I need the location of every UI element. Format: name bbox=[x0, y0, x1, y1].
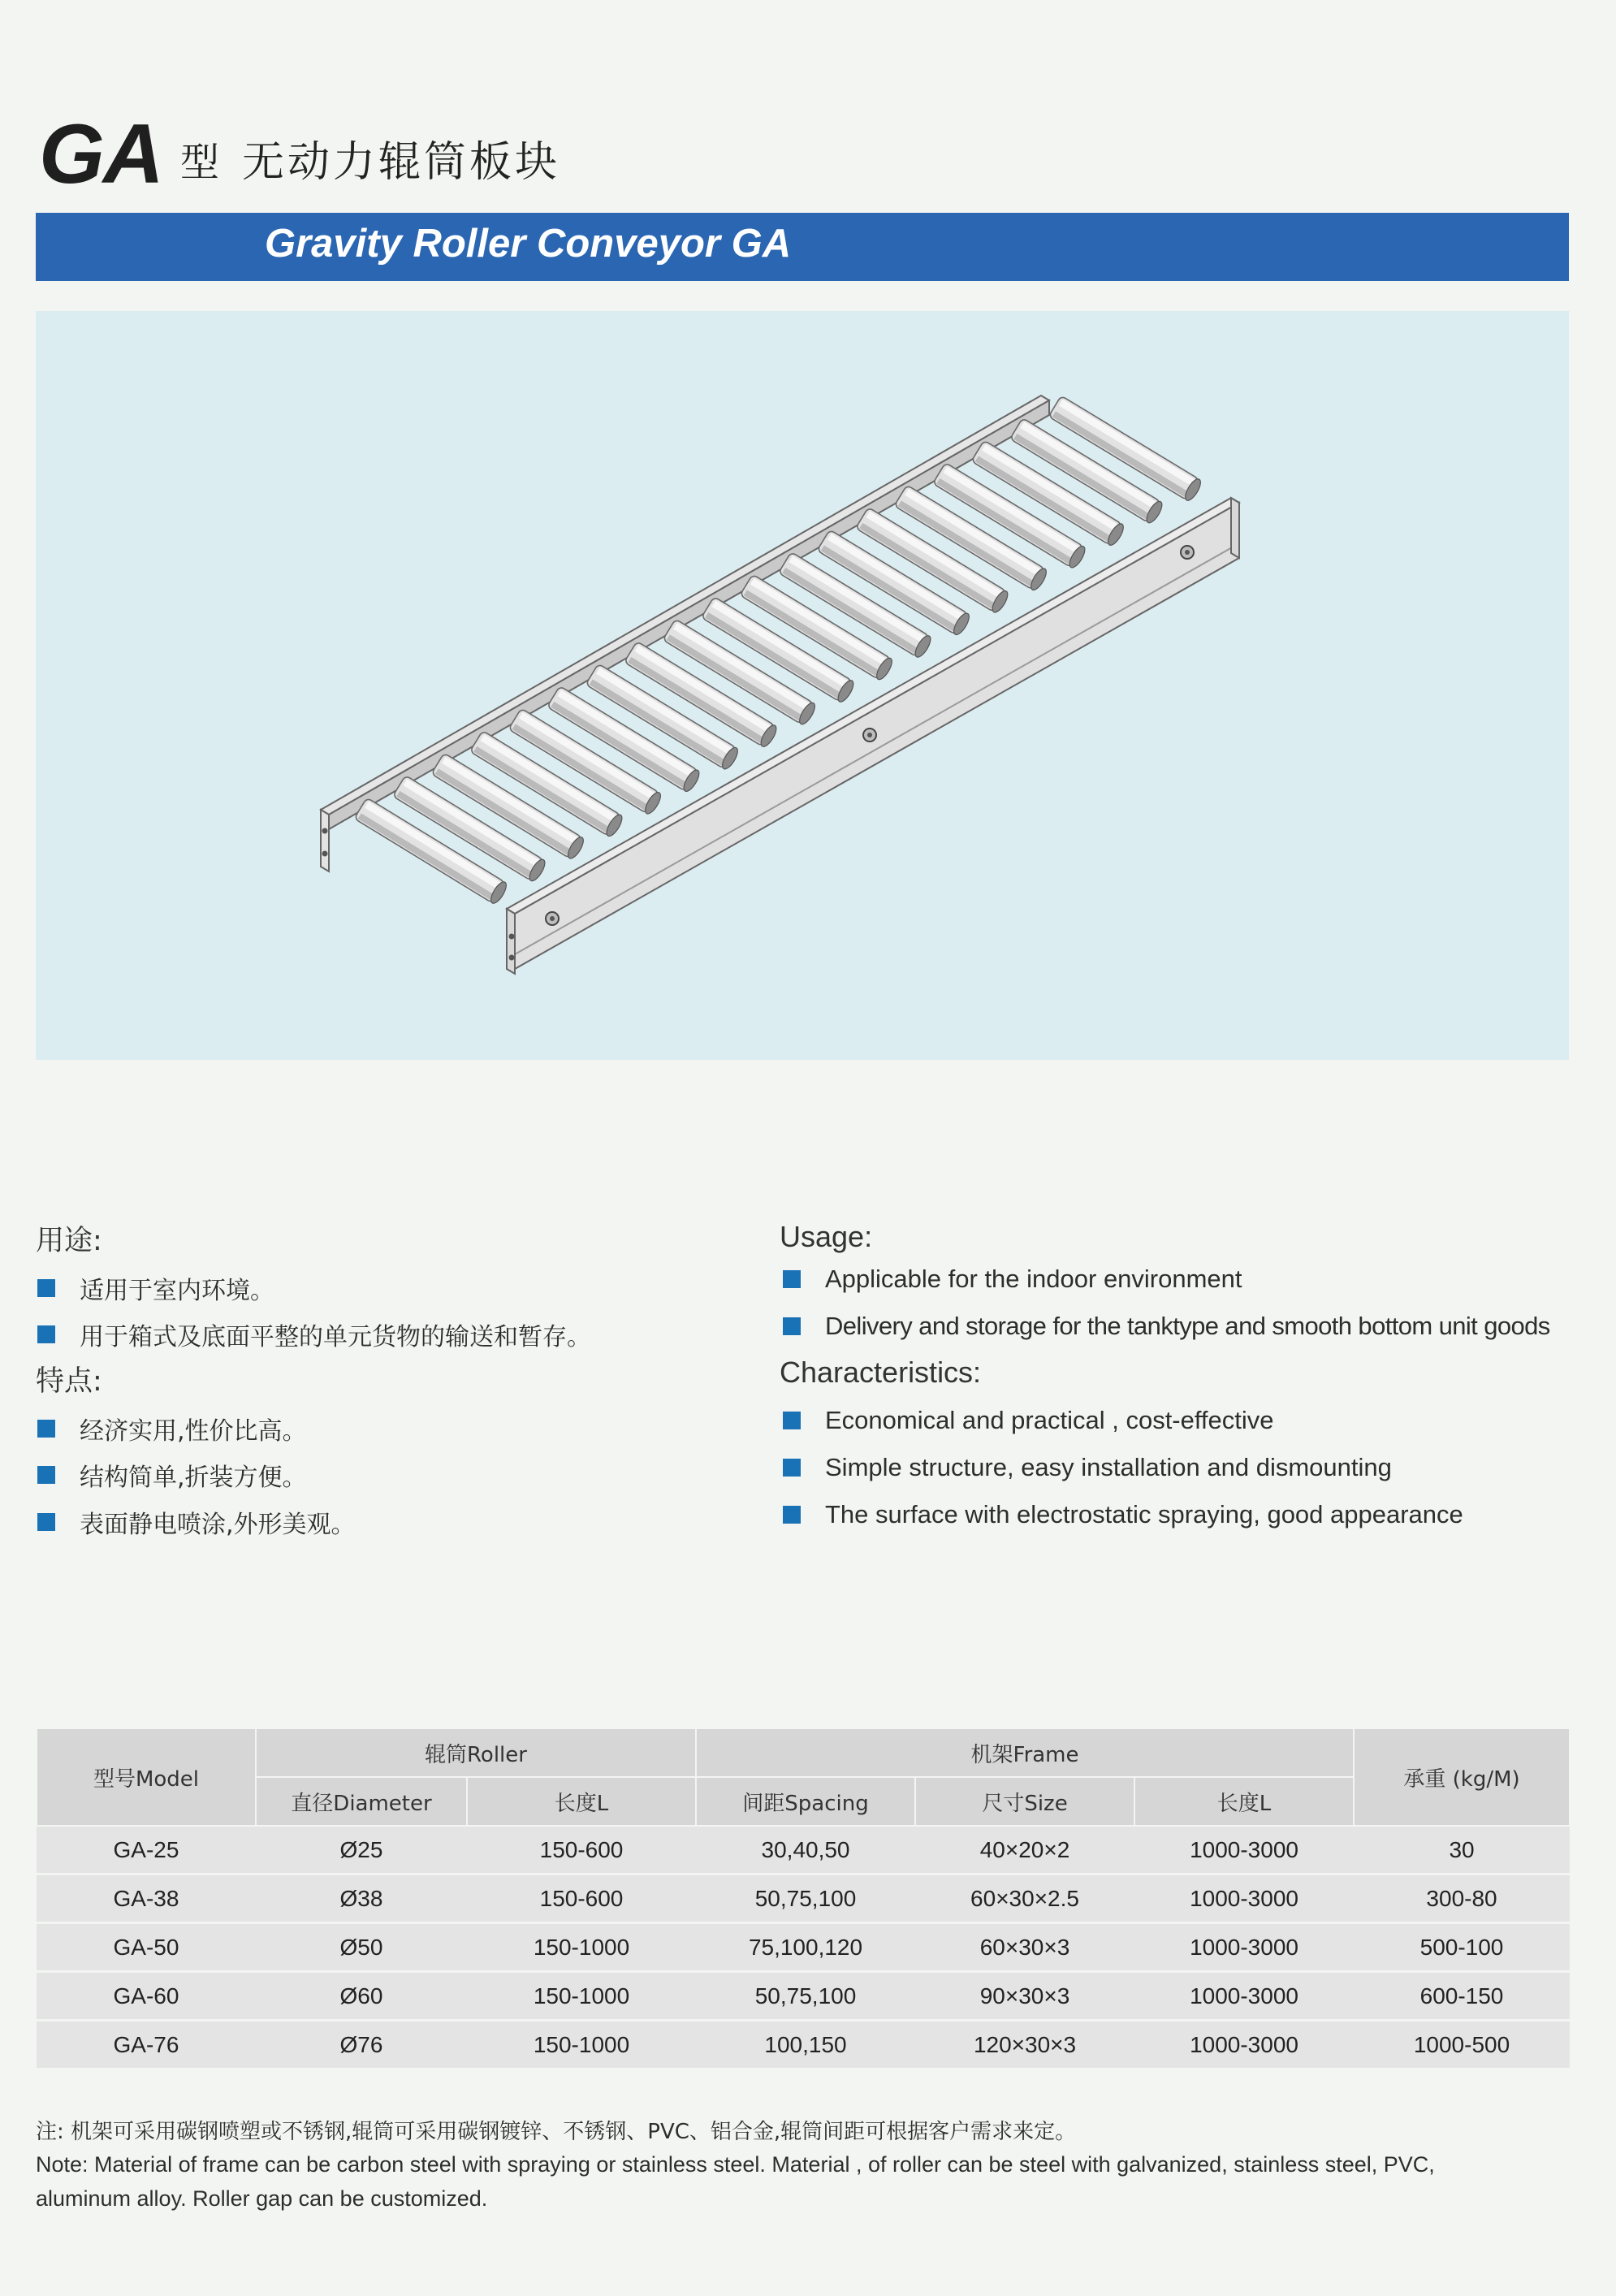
bullet-square-icon bbox=[783, 1270, 801, 1288]
title-type-char: 型 bbox=[180, 140, 220, 185]
note-english-line-1: Note: Material of frame can be carbon steel with spraying or stainless steel. Material , of roller can be steel with galvanized, stainless steel, PVC, bbox=[36, 2152, 1435, 2177]
table-row: GA-60 Ø60 150-1000 50,75,100 90×30×3 1000-3000 600-150 bbox=[37, 1972, 1570, 2021]
usage-heading-en: Usage: bbox=[780, 1220, 873, 1253]
end-hole-icon bbox=[322, 851, 328, 857]
table-row: GA-25 Ø25 150-600 30,40,50 40×20×2 1000-3000 30 bbox=[37, 1826, 1570, 1874]
header-spacing: 间距Spacing bbox=[696, 1777, 915, 1826]
bolt-center-icon bbox=[1185, 550, 1190, 555]
end-hole-icon bbox=[322, 828, 328, 834]
bullet-square-icon bbox=[37, 1466, 55, 1484]
back-rail-end-plate bbox=[321, 810, 329, 871]
list-item: Simple structure, easy installation and dismounting bbox=[783, 1453, 1392, 1482]
bolt-center-icon bbox=[867, 733, 872, 737]
usage-heading-cn: 用途: bbox=[36, 1225, 102, 1257]
note-english-line-2: aluminum alloy. Roller gap can be customized. bbox=[36, 2186, 488, 2211]
title-banner bbox=[36, 213, 1569, 281]
bullet-square-icon bbox=[37, 1325, 55, 1343]
list-item: 适用于室内环境。 bbox=[37, 1270, 274, 1306]
bullet-square-icon bbox=[783, 1506, 801, 1524]
list-item: 用于箱式及底面平整的单元货物的输送和暂存。 bbox=[37, 1317, 591, 1352]
table-row: GA-38 Ø38 150-600 50,75,100 60×30×2.5 1000-3000 300-80 bbox=[37, 1874, 1570, 1923]
header-diameter: 直径Diameter bbox=[256, 1777, 467, 1826]
features-heading-cn: 特点: bbox=[36, 1365, 102, 1398]
title-model: GA bbox=[39, 107, 162, 201]
table-row: GA-50 Ø50 150-1000 75,100,120 60×30×3 1000-3000 500-100 bbox=[37, 1923, 1570, 1972]
banner-title: Gravity Roller Conveyor GA bbox=[265, 222, 792, 266]
characteristics-heading-en: Characteristics: bbox=[780, 1356, 982, 1389]
header-size: 尺寸Size bbox=[915, 1777, 1134, 1826]
header-roller: 辊筒Roller bbox=[256, 1728, 696, 1777]
header-frame-length: 长度L bbox=[1134, 1777, 1354, 1826]
front-rail-far-end bbox=[1231, 498, 1239, 558]
header-roller-length: 长度L bbox=[467, 1777, 696, 1826]
note-chinese: 注: 机架可采用碳钢喷塑或不锈钢,辊筒可采用碳钢镀锌、不锈钢、PVC、铝合金,辊筒间距可根据客户需求来定。 bbox=[36, 2120, 1077, 2144]
list-item: Applicable for the indoor environment bbox=[783, 1265, 1242, 1294]
bullet-square-icon bbox=[783, 1459, 801, 1477]
header-model: 型号Model bbox=[37, 1728, 256, 1826]
bullet-square-icon bbox=[783, 1412, 801, 1429]
bullet-square-icon bbox=[37, 1513, 55, 1531]
end-hole-icon bbox=[509, 934, 515, 940]
list-item: 结构简单,折装方便。 bbox=[37, 1457, 307, 1493]
front-rail-end-plate bbox=[507, 909, 515, 974]
list-item: Economical and practical , cost-effective bbox=[783, 1406, 1274, 1435]
list-item: 表面静电喷涂,外形美观。 bbox=[37, 1504, 356, 1540]
header-load: 承重 (kg/M) bbox=[1354, 1728, 1570, 1826]
page-title bbox=[39, 106, 561, 201]
header-frame: 机架Frame bbox=[696, 1728, 1354, 1777]
bullet-square-icon bbox=[783, 1317, 801, 1335]
bullet-square-icon bbox=[37, 1279, 55, 1297]
gravity-roller-conveyor-illustration bbox=[36, 311, 1569, 1060]
list-item: 经济实用,性价比高。 bbox=[37, 1411, 307, 1446]
bolt-center-icon bbox=[550, 916, 555, 921]
specification-table bbox=[36, 1727, 1571, 2070]
table-row: GA-76 Ø76 150-1000 100,150 120×30×3 1000-3000 1000-500 bbox=[37, 2021, 1570, 2069]
product-image-panel bbox=[36, 311, 1569, 1060]
list-item: Delivery and storage for the tanktype and smooth bottom unit goods bbox=[783, 1312, 1550, 1341]
list-item: The surface with electrostatic spraying, good appearance bbox=[783, 1500, 1463, 1529]
end-hole-icon bbox=[509, 955, 515, 961]
bullet-square-icon bbox=[37, 1420, 55, 1438]
title-chinese: 无动力辊筒板块 bbox=[242, 138, 561, 187]
